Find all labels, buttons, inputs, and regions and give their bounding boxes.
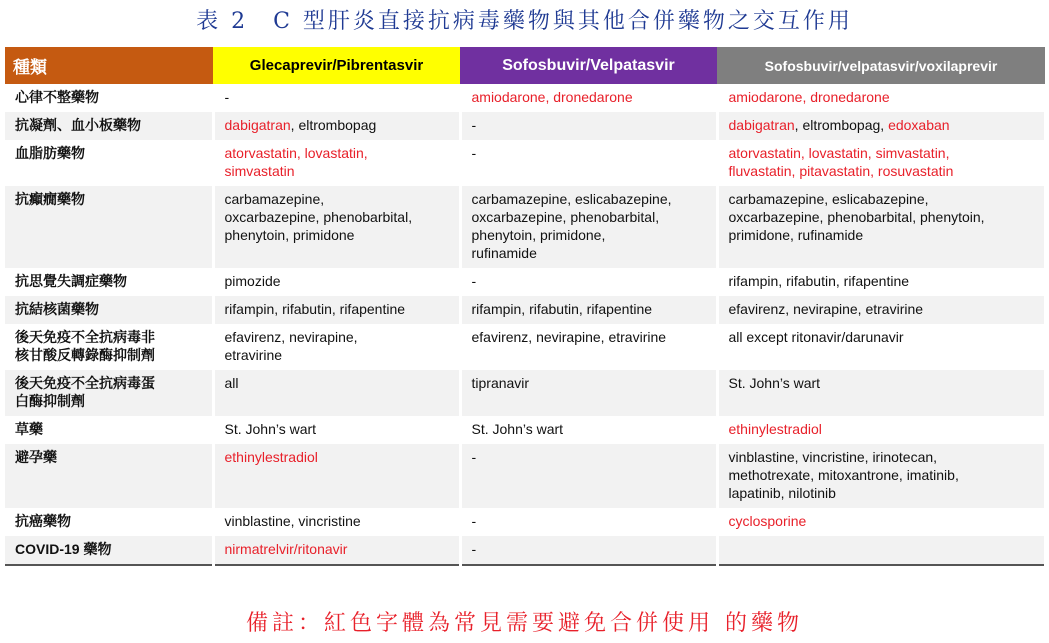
drug-text: St. John’s wart: [471, 421, 564, 437]
header-sofosbuvir-velpatasvir: Sofosbuvir/Velpatasvir: [460, 47, 717, 84]
drug-cell-c2: [213, 444, 460, 508]
drug-text-avoid: ethinylestradiol: [728, 421, 822, 437]
category-label: 後天免疫不全抗病毒非 核甘酸反轉錄酶抑制劑: [15, 329, 155, 363]
table-row: [5, 508, 1045, 536]
drug-cell-c2: [213, 324, 460, 370]
drug-cell-c3: [460, 444, 717, 508]
drug-text: rifampin, rifabutin, rifapentine: [728, 273, 910, 289]
table-row: [5, 416, 1045, 444]
category-label: COVID-19 藥物: [15, 541, 112, 557]
table-body: [5, 84, 1045, 565]
drug-text-avoid: ethinylestradiol: [224, 449, 318, 465]
drug-cell-c4: [717, 296, 1045, 324]
drug-cell-c4: [717, 370, 1045, 416]
drug-text: -: [471, 513, 477, 529]
drug-cell-c3: [460, 416, 717, 444]
category-label: 心律不整藥物: [15, 89, 99, 105]
drug-cell-c3: [460, 296, 717, 324]
drug-text: rifampin, rifabutin, rifapentine: [224, 301, 406, 317]
drug-text: carbamazepine, eslicabazepine, oxcarbazepine, phenobarbital, phenytoin, primidone, rufinamide: [728, 191, 985, 243]
footnote: 備註：紅色字體為常見需要避免合併使用 的藥物: [246, 611, 803, 636]
drug-cell-c3: [460, 324, 717, 370]
drug-cell-c3: [460, 140, 717, 186]
category-label: 抗癌藥物: [15, 513, 71, 529]
drug-text-avoid: dabigatran: [728, 117, 795, 133]
drug-text-avoid: nirmatrelvir/ritonavir: [224, 541, 348, 557]
table-row: [5, 296, 1045, 324]
table-row: [5, 84, 1045, 112]
drug-cell-c3: [460, 536, 717, 565]
row-category: [5, 84, 213, 112]
drug-cell-c2: [213, 112, 460, 140]
drug-text: efavirenz, nevirapine, etravirine: [471, 329, 667, 345]
row-category: [5, 112, 213, 140]
table-header-row: [5, 47, 1045, 84]
table-title: 表 2 C 型肝炎直接抗病毒藥物與其他合併藥物之交互作用: [196, 9, 853, 34]
table-row: [5, 324, 1045, 370]
table-row: [5, 140, 1045, 186]
drug-text: efavirenz, nevirapine, etravirine: [224, 329, 358, 363]
row-category: [5, 508, 213, 536]
row-category: [5, 268, 213, 296]
category-label: 草藥: [15, 421, 43, 437]
drug-text: rifampin, rifabutin, rifapentine: [471, 301, 653, 317]
drug-text: -: [471, 541, 477, 557]
category-label: 後天免疫不全抗病毒蛋 白酶抑制劑: [15, 375, 155, 409]
drug-text: , eltrombopag,: [794, 117, 889, 133]
drug-cell-c3: [460, 370, 717, 416]
drug-cell-c4: [717, 536, 1045, 565]
category-label: 抗癲癇藥物: [15, 191, 85, 207]
drug-text: vinblastine, vincristine: [224, 513, 361, 529]
drug-cell-c3: [460, 84, 717, 112]
row-category: [5, 186, 213, 268]
row-category: [5, 324, 213, 370]
drug-cell-c4: [717, 324, 1045, 370]
row-category: [5, 444, 213, 508]
drug-cell-c4: [717, 268, 1045, 296]
row-category: [5, 296, 213, 324]
category-label: 抗凝劑、血小板藥物: [15, 117, 141, 133]
drug-text: vinblastine, vincristine, irinotecan, methotrexate, mitoxantrone, imatinib, lapatinib, nilotinib: [728, 449, 959, 501]
drug-cell-c2: [213, 84, 460, 112]
drug-cell-c2: [213, 370, 460, 416]
table-row: [5, 268, 1045, 296]
drug-cell-c3: [460, 186, 717, 268]
row-category: [5, 140, 213, 186]
drug-cell-c2: [213, 296, 460, 324]
drug-text-avoid: amiodarone, dronedarone: [471, 89, 633, 105]
drug-cell-c4: [717, 416, 1045, 444]
drug-cell-c4: [717, 508, 1045, 536]
row-category: [5, 416, 213, 444]
drug-text: -: [471, 449, 477, 465]
drug-cell-c4: [717, 186, 1045, 268]
drug-text: -: [224, 89, 230, 105]
table-row: [5, 444, 1045, 508]
drug-cell-c4: [717, 84, 1045, 112]
drug-text: all except ritonavir/darunavir: [728, 329, 904, 345]
table-row: [5, 536, 1045, 565]
drug-text-avoid: atorvastatin, lovastatin, simvastatin: [224, 145, 368, 179]
drug-text: , eltrombopag: [290, 117, 377, 133]
drug-cell-c2: [213, 536, 460, 565]
drug-cell-c2: [213, 186, 460, 268]
drug-cell-c4: [717, 140, 1045, 186]
drug-text: -: [471, 145, 477, 161]
drug-text-avoid: edoxaban: [888, 117, 950, 133]
header-category: 種類: [5, 47, 213, 84]
drug-text: efavirenz, nevirapine, etravirine: [728, 301, 924, 317]
drug-cell-c4: [717, 112, 1045, 140]
drug-cell-c2: [213, 268, 460, 296]
drug-text: all: [224, 375, 239, 391]
drug-cell-c3: [460, 112, 717, 140]
drug-text-avoid: amiodarone, dronedarone: [728, 89, 890, 105]
drug-cell-c3: [460, 268, 717, 296]
row-category: [5, 536, 213, 565]
category-label: 避孕藥: [15, 449, 57, 465]
drug-cell-c3: [460, 508, 717, 536]
drug-cell-c2: [213, 416, 460, 444]
drug-text: tipranavir: [471, 375, 530, 391]
row-category: [5, 370, 213, 416]
drug-text-avoid: atorvastatin, lovastatin, simvastatin, fluvastatin, pitavastatin, rosuvastatin: [728, 145, 954, 179]
header-sofosbuvir-velpatasvir-voxilaprevir: Sofosbuvir/velpatasvir/voxilaprevir: [717, 47, 1045, 84]
drug-cell-c2: [213, 508, 460, 536]
drug-text: St. John’s wart: [224, 421, 317, 437]
drug-text-avoid: dabigatran: [224, 117, 291, 133]
drug-cell-c4: [717, 444, 1045, 508]
drug-text: carbamazepine, eslicabazepine, oxcarbazepine, phenobarbital, phenytoin, primidone, rufinamide: [471, 191, 672, 261]
drug-text: -: [471, 273, 477, 289]
table-row: [5, 370, 1045, 416]
drug-text: pimozide: [224, 273, 281, 289]
category-label: 抗思覺失調症藥物: [15, 273, 127, 289]
category-label: 抗結核菌藥物: [15, 301, 99, 317]
header-glecaprevir-pibrentasvir: Glecaprevir/Pibrentasvir: [213, 47, 460, 84]
drug-text: -: [471, 117, 477, 133]
category-label: 血脂肪藥物: [15, 145, 85, 161]
drug-cell-c2: [213, 140, 460, 186]
interaction-table: [5, 47, 1047, 566]
table-row: [5, 186, 1045, 268]
drug-text: carbamazepine, oxcarbazepine, phenobarbital, phenytoin, primidone: [224, 191, 413, 243]
drug-text: St. John’s wart: [728, 375, 821, 391]
drug-text-avoid: cyclosporine: [728, 513, 807, 529]
table-row: [5, 112, 1045, 140]
